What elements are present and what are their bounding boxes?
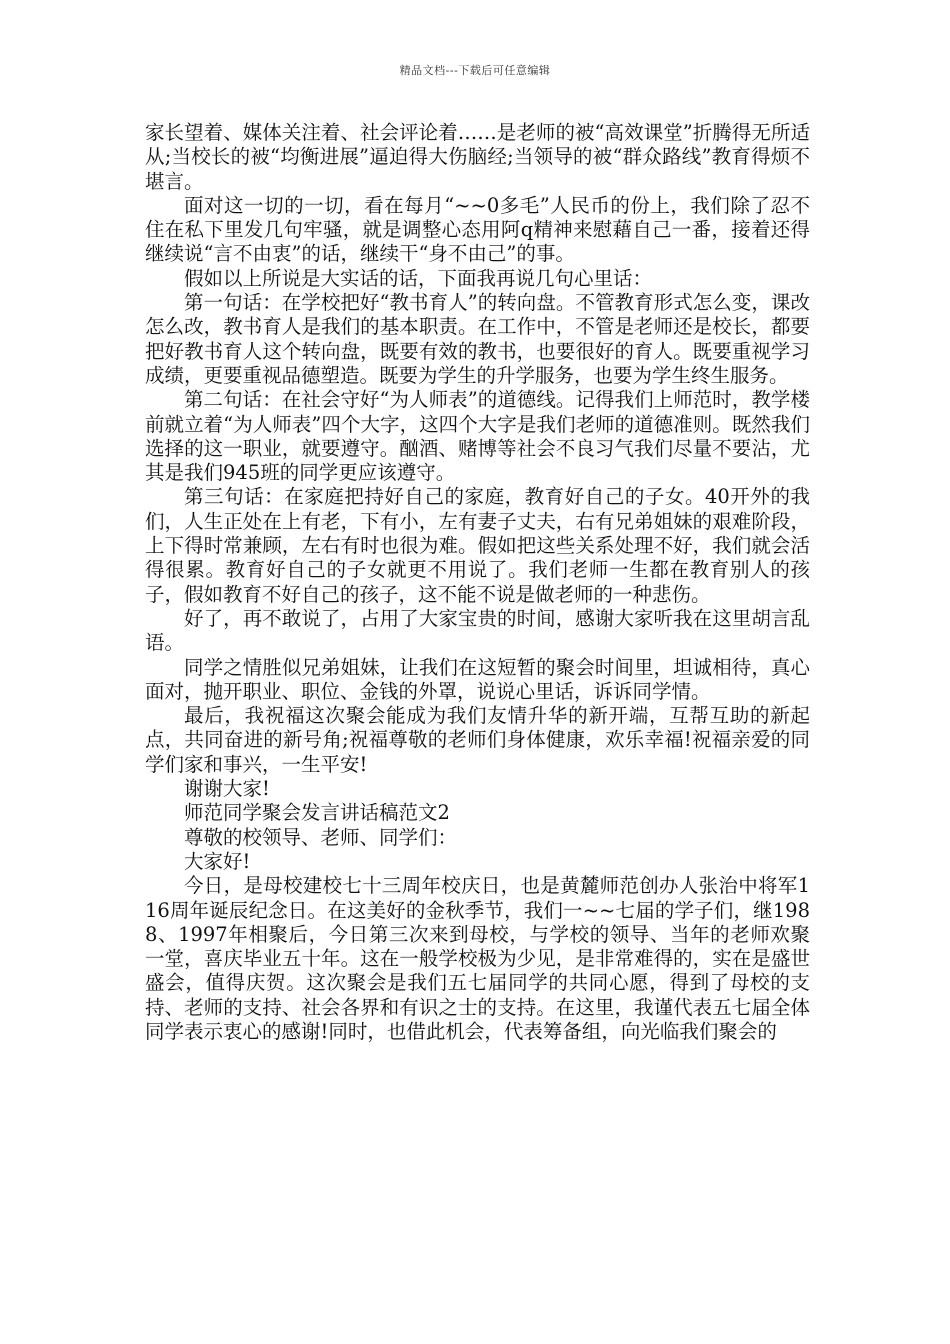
page-header: 精品文档---下载后可任意编辑 — [399, 64, 551, 77]
paragraph: 好了，再不敢说了，占用了大家宝贵的时间，感谢大家听我在这里胡言乱语。 — [145, 606, 810, 655]
paragraph: 同学之情胜似兄弟姐妹，让我们在这短暂的聚会时间里，坦诚相待，真心面对，抛开职业、职位、金钱的外罩，说说心里话，诉诉同学情。 — [145, 655, 810, 703]
greeting: 大家好! — [184, 849, 251, 873]
paragraph: 第二句话：在社会守好“为人师表”的道德线。记得我们上师范时，教学楼前就立着“为人师表”四个大字，这四个大字是我们老师的道德准则。既然我们选择的这一职业，就要遵守。酗酒、赌博等社会不良习气我们尽量不要沾，尤其是我们945班的同学更应该遵守。 — [145, 388, 810, 485]
paragraph: 最后，我祝福这次聚会能成为我们友情升华的新开端，互帮互助的新起点，共同奋进的新号角;祝福尊敬的老师们身体健康，欢乐幸福!祝福亲爱的同学们家和事兴，一生平安! — [145, 704, 810, 776]
document-body — [145, 121, 810, 1044]
paragraph: 谢谢大家! — [184, 777, 270, 801]
paragraph: 第三句话：在家庭把持好自己的家庭，教育好自己的子女。40开外的我们，人生正处在上有老，下有小，左有妻子丈夫，右有兄弟姐妹的艰难阶段，上下得时常兼顾，左右有时也很为难。假如把这些关系处理不好，我们就会活得很累。教育好自己的子女就更不用说了。我们老师一生都在教育别人的孩子，假如教育不好自己的孩子，这不能不说是做老师的一种悲伤。 — [145, 485, 810, 606]
paragraph: 今日，是母校建校七十三周年校庆日，也是黄麓师范创办人张治中将军116周年诞辰纪念日。在这美好的金秋季节，我们一~~七届的学子们，继1988、1997年相聚后，今日第三次来到母校，与学校的领导、当年的老师欢聚一堂，喜庆毕业五十年。这在一般学校极为少见，是非常难得的，实在是盛世盛会，值得庆贺。这次聚会是我们五七届同学的共同心愿，得到了母校的支持、老师的支持、社会各界和有识之士的支持。在这里，我谨代表五七届全体同学表示衷心的感谢!同时，也借此机会，代表筹备组，向光临我们聚会的 — [145, 874, 810, 1043]
paragraph: 假如以上所说是大实话的话，下面我再说几句心里话： — [184, 266, 653, 290]
section-title: 师范同学聚会发言讲话稿范文2 — [184, 801, 450, 825]
paragraph: 第一句话：在学校把好“教书育人”的转向盘。不管教育形式怎么变，课改怎么改，教书育人是我们的基本职责。在工作中，不管是老师还是校长，都要把好教书育人这个转向盘，既要有效的教书，也要很好的育人。既要重视学习成绩，更要重视品德塑造。既要为学生的升学服务，也要为学生终生服务。 — [145, 291, 810, 387]
salutation: 尊敬的校领导、老师、同学们： — [184, 825, 458, 849]
paragraph: 面对这一切的一切，看在每月“~~0多毛”人民币的份上，我们除了忍不住在私下里发几句牢骚，就是调整心态用阿q精神来慰藉自己一番，接着还得继续说“言不由衷”的话，继续干“身不由己”的事。 — [145, 193, 810, 266]
paragraph: 家长望着、媒体关注着、社会评论着……是老师的被“高效课堂”折腾得无所适从;当校长的被“均衡进展”逼迫得大伤脑经;当领导的被“群众路线”教育得烦不堪言。 — [145, 121, 810, 193]
